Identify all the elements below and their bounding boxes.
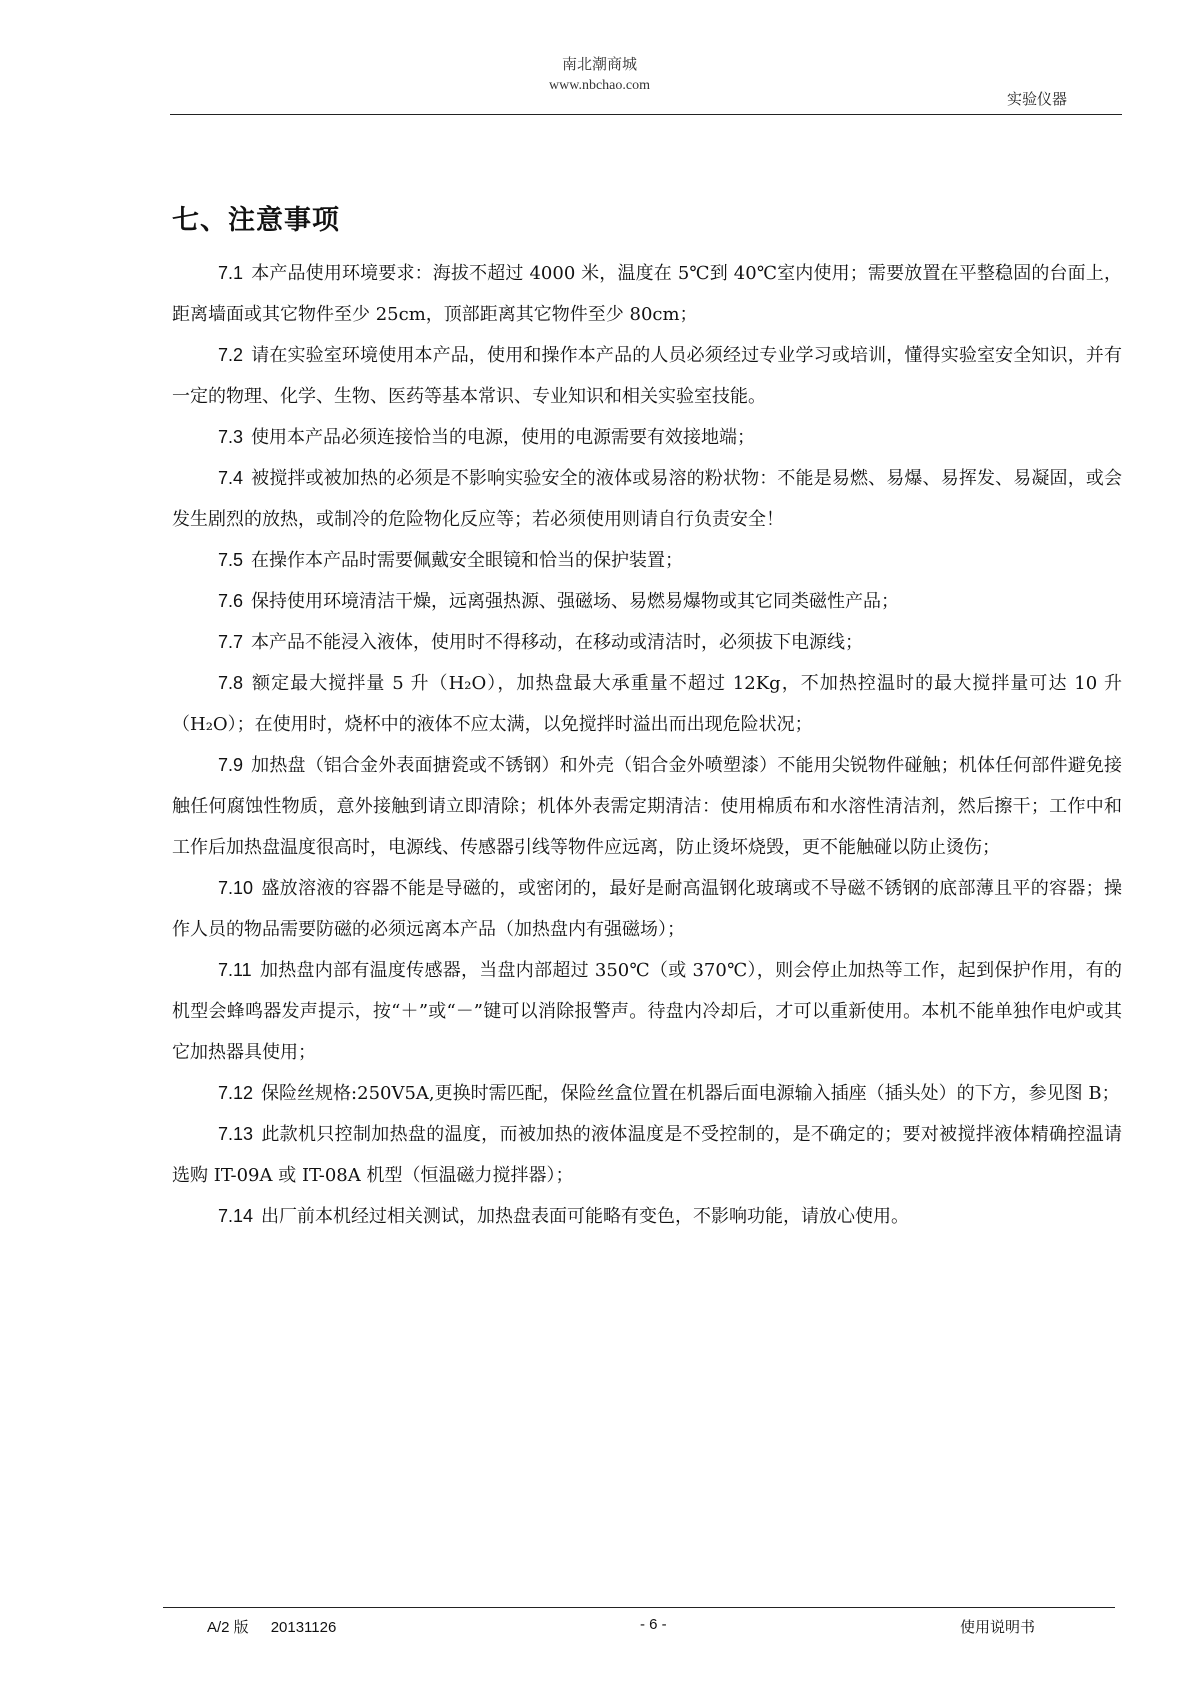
item-text: 加热盘（铝合金外表面搪瓷或不锈钢）和外壳（铝合金外喷塑漆）不能用尖锐物件碰触；机体任何部件避免接触任何腐蚀性物质，意外接触到请立即清除；机体外表需定期清洁：使用棉质布和水溶性清洁剂，然后擦干；工作中和工作后加热盘温度很高时，电源线、传感器引线等物件应远离，防止烫坏烧毁，更不能触碰以防止烫伤；	[172, 755, 1122, 858]
item-text: 出厂前本机经过相关测试，加热盘表面可能略有变色，不影响功能，请放心使用。	[261, 1206, 910, 1227]
header-divider	[170, 114, 1122, 115]
item-text: 本产品不能浸入液体，使用时不得移动，在移动或清洁时，必须拔下电源线；	[251, 632, 864, 653]
item-number: 7.1	[218, 263, 244, 283]
list-item	[172, 458, 1122, 540]
section-title: 七、注意事项	[172, 205, 340, 236]
item-number: 7.12	[218, 1083, 254, 1103]
footer-version: A/2 版	[207, 1619, 249, 1636]
item-text: 本产品使用环境要求：海拔不超过 4000 米，温度在 5℃到 40℃室内使用；需要放置在平整稳固的台面上，距离墙面或其它物件至少 25cm，顶部距离其它物件至少 80cm；	[172, 263, 1122, 325]
item-text: 使用本产品必须连接恰当的电源，使用的电源需要有效接地端；	[251, 427, 756, 448]
footer-divider	[163, 1607, 1115, 1608]
item-number: 7.13	[218, 1124, 254, 1144]
list-item	[172, 868, 1122, 950]
header-site-name: 南北潮商城	[561, 55, 637, 73]
item-number: 7.4	[218, 468, 244, 488]
item-text: 盛放溶液的容器不能是导磁的，或密闭的，最好是耐高温钢化玻璃或不导磁不锈钢的底部薄且平的容器；操作人员的物品需要防磁的必须远离本产品（加热盘内有强磁场）；	[172, 878, 1122, 940]
footer-doc-type: 使用说明书	[960, 1618, 1036, 1636]
item-text: 额定最大搅拌量 5 升（H₂O），加热盘最大承重量不超过 12Kg，不加热控温时的最大搅拌量可达 10 升（H₂O）；在使用时，烧杯中的液体不应太满，以免搅拌时溢出而出现危险状况；	[172, 673, 1122, 735]
list-item	[172, 417, 1122, 458]
list-item	[172, 1196, 1122, 1237]
item-text: 保持使用环境清洁干燥，远离强热源、强磁场、易燃易爆物或其它同类磁性产品；	[251, 591, 900, 612]
list-item	[172, 622, 1122, 663]
item-text: 保险丝规格:250V5A,更换时需匹配，保险丝盒位置在机器后面电源输入插座（插头处）的下方，参见图 B；	[261, 1083, 1120, 1104]
item-text: 请在实验室环境使用本产品，使用和操作本产品的人员必须经过专业学习或培训，懂得实验室安全知识，并有一定的物理、化学、生物、医药等基本常识、专业知识和相关实验室技能。	[172, 345, 1122, 407]
precautions-list	[172, 253, 1122, 1237]
page-number: - 6 -	[640, 1616, 667, 1633]
list-item	[172, 950, 1122, 1073]
footer-version-block	[207, 1616, 336, 1637]
item-text: 此款机只控制加热盘的温度，而被加热的液体温度是不受控制的，是不确定的；要对被搅拌液体精确控温请选购 IT-09A 或 IT-08A 机型（恒温磁力搅拌器）；	[172, 1124, 1122, 1186]
item-number: 7.9	[218, 755, 244, 775]
item-number: 7.2	[218, 345, 244, 365]
item-number: 7.14	[218, 1206, 254, 1226]
list-item	[172, 581, 1122, 622]
header-category: 实验仪器	[1006, 90, 1067, 108]
item-number: 7.5	[218, 550, 244, 570]
item-number: 7.3	[218, 427, 244, 447]
list-item	[172, 335, 1122, 417]
item-number: 7.6	[218, 591, 244, 611]
list-item	[172, 1073, 1122, 1114]
list-item	[172, 253, 1122, 335]
list-item	[172, 540, 1122, 581]
item-text: 加热盘内部有温度传感器，当盘内部超过 350℃（或 370℃），则会停止加热等工作，起到保护作用，有的机型会蜂鸣器发声提示，按“＋”或“－”键可以消除报警声。待盘内冷却后，才可以重新使用。本机不能单独作电炉或其它加热器具使用；	[172, 960, 1122, 1063]
item-number: 7.7	[218, 632, 244, 652]
item-number: 7.8	[218, 673, 244, 693]
list-item	[172, 745, 1122, 868]
item-number: 7.11	[218, 960, 252, 980]
list-item	[172, 1114, 1122, 1196]
item-number: 7.10	[218, 878, 254, 898]
header-site-url: www.nbchao.com	[549, 78, 650, 93]
item-text: 被搅拌或被加热的必须是不影响实验安全的液体或易溶的粉状物：不能是易燃、易爆、易挥发、易凝固，或会发生剧烈的放热，或制冷的危险物化反应等；若必须使用则请自行负责安全！	[172, 468, 1122, 530]
list-item	[172, 663, 1122, 745]
item-text: 在操作本产品时需要佩戴安全眼镜和恰当的保护装置；	[251, 550, 684, 571]
footer-date: 20131126	[270, 1619, 337, 1636]
